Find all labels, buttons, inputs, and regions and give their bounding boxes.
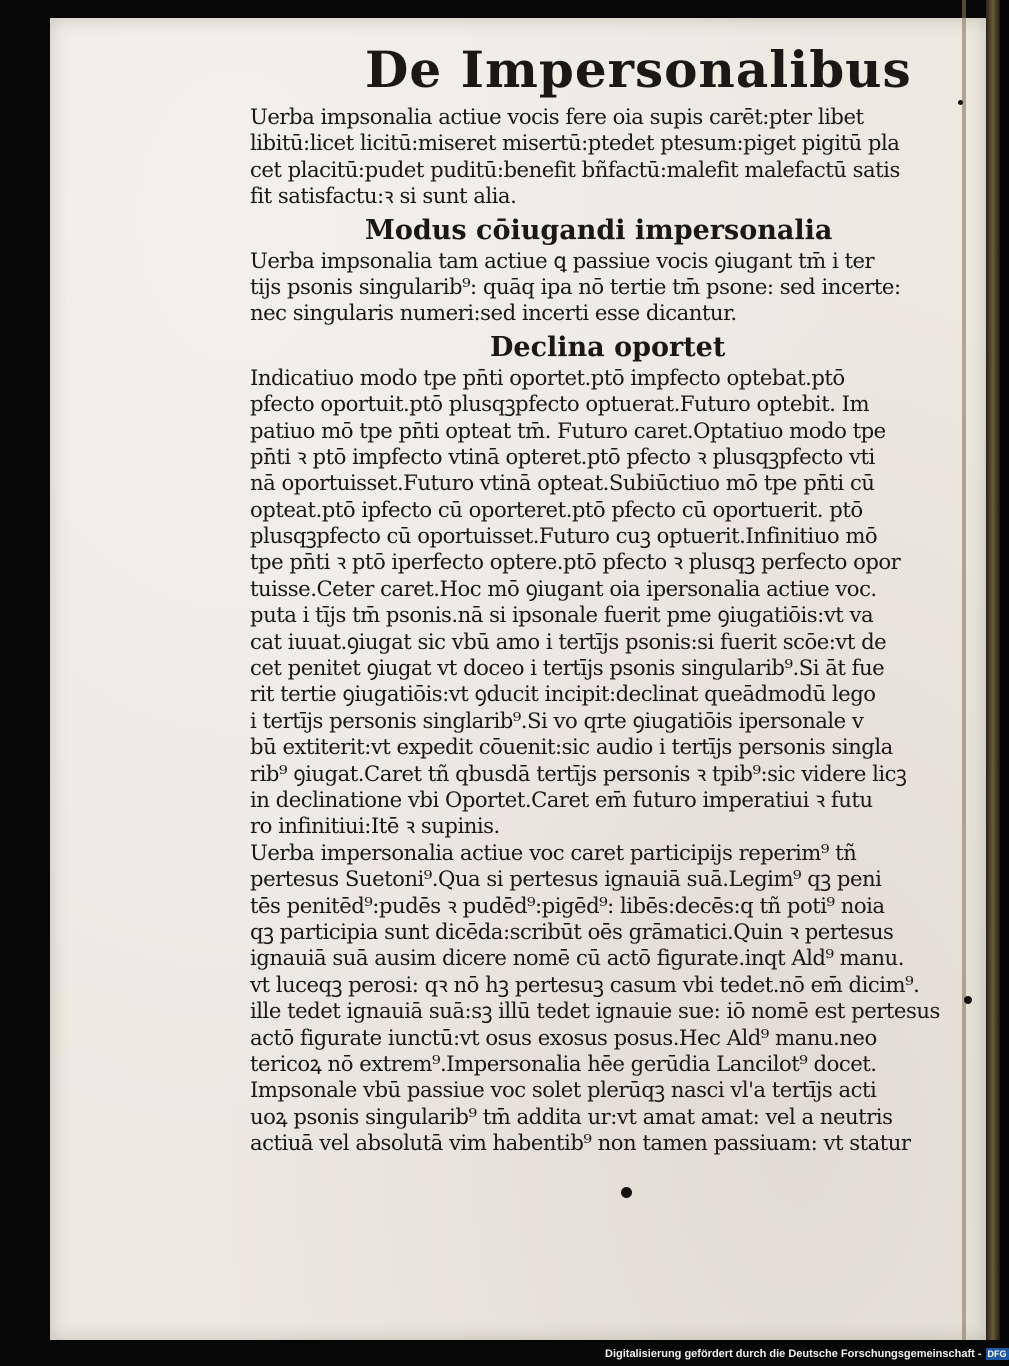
ink-speck <box>958 100 963 105</box>
text-line: fit satisfactu:ꝛ si sunt alia. <box>250 183 517 209</box>
page-title: De Impersonalibus <box>365 40 912 99</box>
text-line: plusqꝫpfecto cū oportuisset.Futuro cuꝫ optuerit.Infinitiuo mō <box>250 523 878 549</box>
text-line: tēs penitēd⁹:pudēs ꝛ pudēd⁹:pigēd⁹: libēs:decēs:q tñ poti⁹ noia <box>250 892 885 918</box>
paragraph-intro <box>250 104 970 210</box>
text-line: libitū:licet licitū:miseret misertū:ptedet ptesum:piget pigitū pla <box>250 130 900 156</box>
text-line: tericoꝝ nō extrem⁹.Impersonalia hēe gerūdia Lancilot⁹ docet. <box>250 1050 877 1076</box>
section-heading: Modus cōiugandi impersonalia <box>365 214 833 246</box>
text-line: Impsonale vbū passiue voc solet plerūqꝫ nasci vl'a tertījs acti <box>250 1077 877 1103</box>
text-line: puta i tījs tm̄ psonis.nā si ipsonale fuerit pme ꝯiugatiōis:vt va <box>250 602 874 628</box>
digitization-footer <box>605 1346 1007 1362</box>
text-line: opteat.ptō ipfecto cū oporteret.ptō pfecto cū oportuerit. ptō <box>250 496 863 522</box>
dfg-logo: DFG <box>987 1349 1007 1359</box>
text-line: Indicatiuo modo tpe pn̄ti oportet.ptō impfecto optebat.ptō <box>250 364 845 390</box>
text-line: tijs psonis singularib⁹: quāq ipa nō tertie tm̄ psone: sed incerte: <box>250 273 901 299</box>
text-line: Uerba impsonalia actiue vocis fere oia supis carēt:pter libet <box>250 104 864 129</box>
text-line: rib⁹ ꝯiugat.Caret tñ qbusdā tertījs personis ꝛ tpib⁹:sic videre licꝫ <box>250 760 907 786</box>
text-line: tuisse.Ceter caret.Hoc mō ꝯiugant oia ipersonalia actiue voc. <box>250 575 877 601</box>
text-line: uoꝝ psonis singularib⁹ tm̄ addita ur:vt amat amat: vel a neutris <box>250 1103 893 1129</box>
text-line: ille tedet ignauiā suā:sꝫ illū tedet ignauie sue: iō nomē est pertesus <box>250 998 940 1024</box>
text-line: pfecto oportuit.ptō plusqꝫpfecto optuerat.Futuro optebit. Im <box>250 391 870 417</box>
paragraph-participia <box>250 840 970 1157</box>
text-line: in declinatione vbi Oportet.Caret em̄ futuro imperatiui ꝛ futu <box>250 786 873 812</box>
text-block <box>250 40 970 1156</box>
text-line: cat iuuat.ꝯiugat sic vbū amo i tertījs psonis:si fuerit scōe:vt de <box>250 628 887 654</box>
text-line: ro infinitiui:Itē ꝛ supinis. <box>250 813 500 839</box>
text-line: nā oportuisset.Futuro vtinā opteat.Subiūctiuo mō tpe pn̄ti cū <box>250 470 875 496</box>
ink-speck <box>621 1187 632 1198</box>
text-line: actiuā vel absolutā vim habentib⁹ non tamen passiuam: vt statur <box>250 1130 911 1156</box>
section-heading: Declina oportet <box>490 331 726 363</box>
paragraph-declina <box>250 365 970 840</box>
text-line: patiuo mō tpe pn̄ti opteat tm̄. Futuro caret.Optatiuo modo tpe <box>250 417 886 443</box>
text-line: bū extiterit:vt expedit cōuenit:sic audio i tertījs personis singla <box>250 734 893 760</box>
text-line: actō figurate iunctū:vt osus exosus posus.Hec Ald⁹ manu.neo <box>250 1024 877 1050</box>
text-line: pertesus Suetoni⁹.Qua si pertesus ignauiā suā.Legim⁹ qꝫ peni <box>250 866 882 892</box>
text-line: i tertījs personis singlarib⁹.Si vo qrte ꝯiugatiōis ipersonale v <box>250 707 864 733</box>
text-line: nec singularis numeri:sed incerti esse dicantur. <box>250 300 737 326</box>
text-line: tpe pn̄ti ꝛ ptō iperfecto optere.ptō pfecto ꝛ plusqꝫ perfecto opor <box>250 549 901 575</box>
book-spine <box>986 0 1000 1340</box>
text-line: ignauiā suā ausim dicere nomē cū actō figurate.inqt Ald⁹ manu. <box>250 945 904 971</box>
text-line: qꝫ participia sunt dicēda:scribūt oēs grāmatici.Quin ꝛ pertesus <box>250 918 894 944</box>
text-line: cet penitet ꝯiugat vt doceo i tertījs psonis singularib⁹.Si āt fue <box>250 655 885 681</box>
text-line: pn̄ti ꝛ ptō impfecto vtinā opteret.ptō pfecto ꝛ plusqꝫpfecto vti <box>250 443 875 469</box>
footer-text: Digitalisierung gefördert durch die Deutsche Forschungsgemeinschaft - <box>605 1348 982 1360</box>
text-line: Uerba impersonalia actiue voc caret participijs reperim⁹ tñ <box>250 839 857 865</box>
paragraph-modus <box>250 248 970 327</box>
text-line: vt luceqꝫ perosi: qꝛ nō hꝫ pertesuꝫ casum vbi tedet.nō em̄ dicim⁹. <box>250 971 920 997</box>
text-line: rit tertie ꝯiugatiōis:vt ꝯducit incipit:declinat queādmodū lego <box>250 681 876 707</box>
text-line: cet placitū:pudet puditū:benefit bñfactū:malefit malefactū satis <box>250 156 900 182</box>
ink-speck <box>964 996 972 1004</box>
text-line: Uerba impsonalia tam actiue ꝗ passiue vocis ꝯiugant tm̄ i ter <box>250 247 875 273</box>
